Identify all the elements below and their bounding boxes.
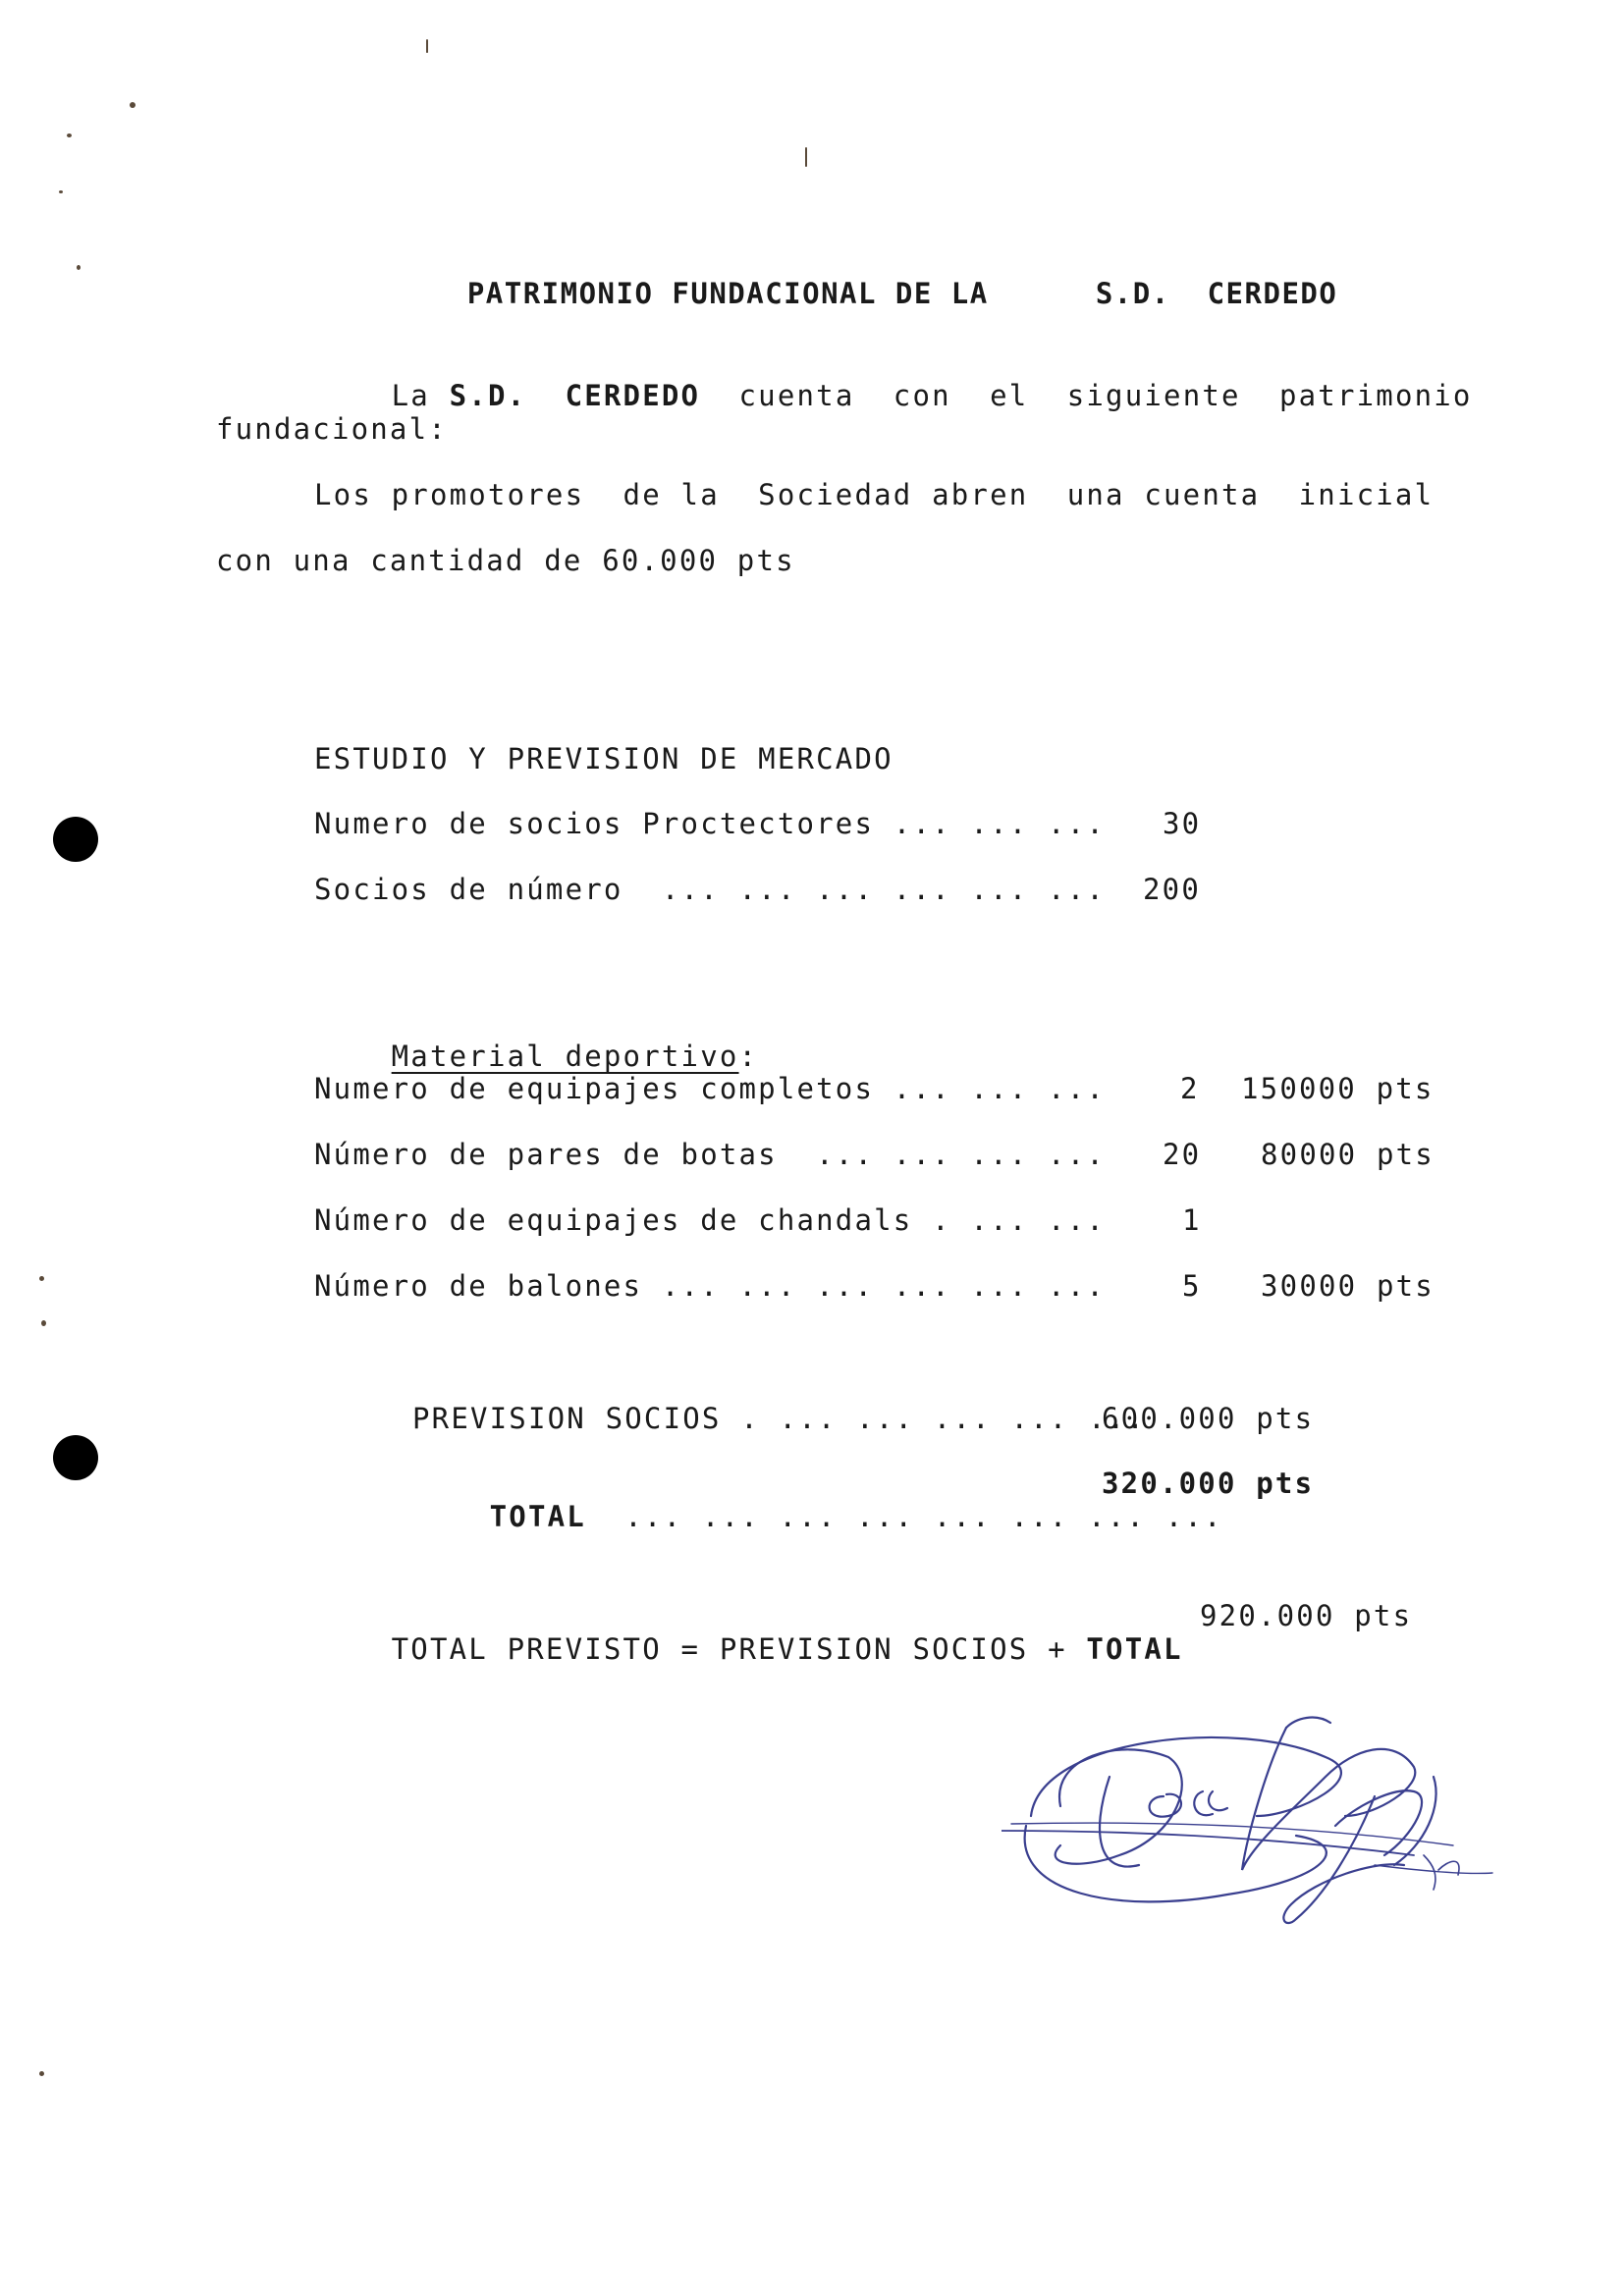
material-row-qty: 1 bbox=[1182, 1203, 1202, 1237]
scan-speck bbox=[39, 2071, 44, 2076]
material-row-qty: 5 bbox=[1182, 1269, 1202, 1303]
material-heading: Material deportivo: bbox=[391, 1040, 759, 1073]
material-row-qty: 2 bbox=[1180, 1072, 1200, 1105]
material-row-amount: 80000 pts bbox=[1261, 1138, 1435, 1171]
material-row-amount: 30000 pts bbox=[1261, 1269, 1435, 1303]
market-heading: ESTUDIO Y PREVISION DE MERCADO bbox=[314, 742, 893, 775]
title-left: PATRIMONIO FUNDACIONAL DE LA bbox=[466, 277, 989, 310]
material-row-label: Número de balones ... ... ... ... ... ... bbox=[314, 1269, 1107, 1303]
scan-speck bbox=[59, 190, 63, 193]
prevision-socios-label: PREVISION SOCIOS . ... ... ... ... ... bbox=[412, 1402, 1147, 1435]
market-row-label: Socios de número ... ... ... ... ... ... bbox=[314, 873, 1107, 906]
prevision-socios-value: 600.000 pts bbox=[1102, 1402, 1315, 1435]
grand-total-value: 920.000 pts bbox=[1200, 1599, 1413, 1632]
scan-speck bbox=[41, 1320, 46, 1326]
material-row-amount: 150000 pts bbox=[1241, 1072, 1435, 1105]
paragraph-2-line-2: con una cantidad de 60.000 pts bbox=[216, 544, 795, 577]
punch-hole bbox=[53, 817, 98, 862]
material-row-label: Numero de equipajes completos ... ... ... bbox=[314, 1072, 1107, 1105]
paragraph-1-line-1: La S.D. CERDEDO cuenta con el siguiente patrimonio bbox=[391, 379, 1473, 412]
paragraph-2-line-1: Los promotores de la Sociedad abren una cuenta inicial bbox=[314, 478, 1435, 511]
scan-speck bbox=[77, 265, 81, 270]
club-name: S.D. CERDEDO bbox=[449, 379, 701, 412]
market-row-value: 30 bbox=[1163, 807, 1202, 840]
scan-speck bbox=[130, 102, 135, 108]
scan-speck bbox=[67, 133, 72, 137]
total-value: 320.000 pts bbox=[1102, 1467, 1315, 1500]
market-row-label: Numero de socios Proctectores ... ... ... bbox=[314, 807, 1107, 840]
scan-speck bbox=[426, 39, 428, 53]
scan-speck bbox=[805, 147, 807, 167]
material-row-label: Número de equipajes de chandals . ... ... bbox=[314, 1203, 1107, 1237]
scan-speck bbox=[39, 1276, 44, 1281]
grand-total-row: TOTAL PREVISTO = PREVISION SOCIOS + TOTAL bbox=[391, 1632, 1183, 1666]
paragraph-1-line-2: fundacional: bbox=[216, 412, 448, 446]
grand-total-bold: TOTAL bbox=[1086, 1632, 1183, 1666]
total-row: TOTAL ... ... ... ... ... ... ... ... bbox=[489, 1500, 1223, 1533]
market-row-value: 200 bbox=[1143, 873, 1201, 906]
title-right: S.D. CERDEDO bbox=[1095, 277, 1338, 310]
page-title-club bbox=[1021, 243, 1337, 344]
page-title bbox=[393, 243, 989, 344]
total-label: TOTAL bbox=[489, 1500, 586, 1533]
punch-hole bbox=[53, 1435, 98, 1480]
material-row-qty: 20 bbox=[1163, 1138, 1202, 1171]
signature bbox=[1001, 1698, 1512, 1934]
material-row-label: Número de pares de botas ... ... ... ... bbox=[314, 1138, 1107, 1171]
